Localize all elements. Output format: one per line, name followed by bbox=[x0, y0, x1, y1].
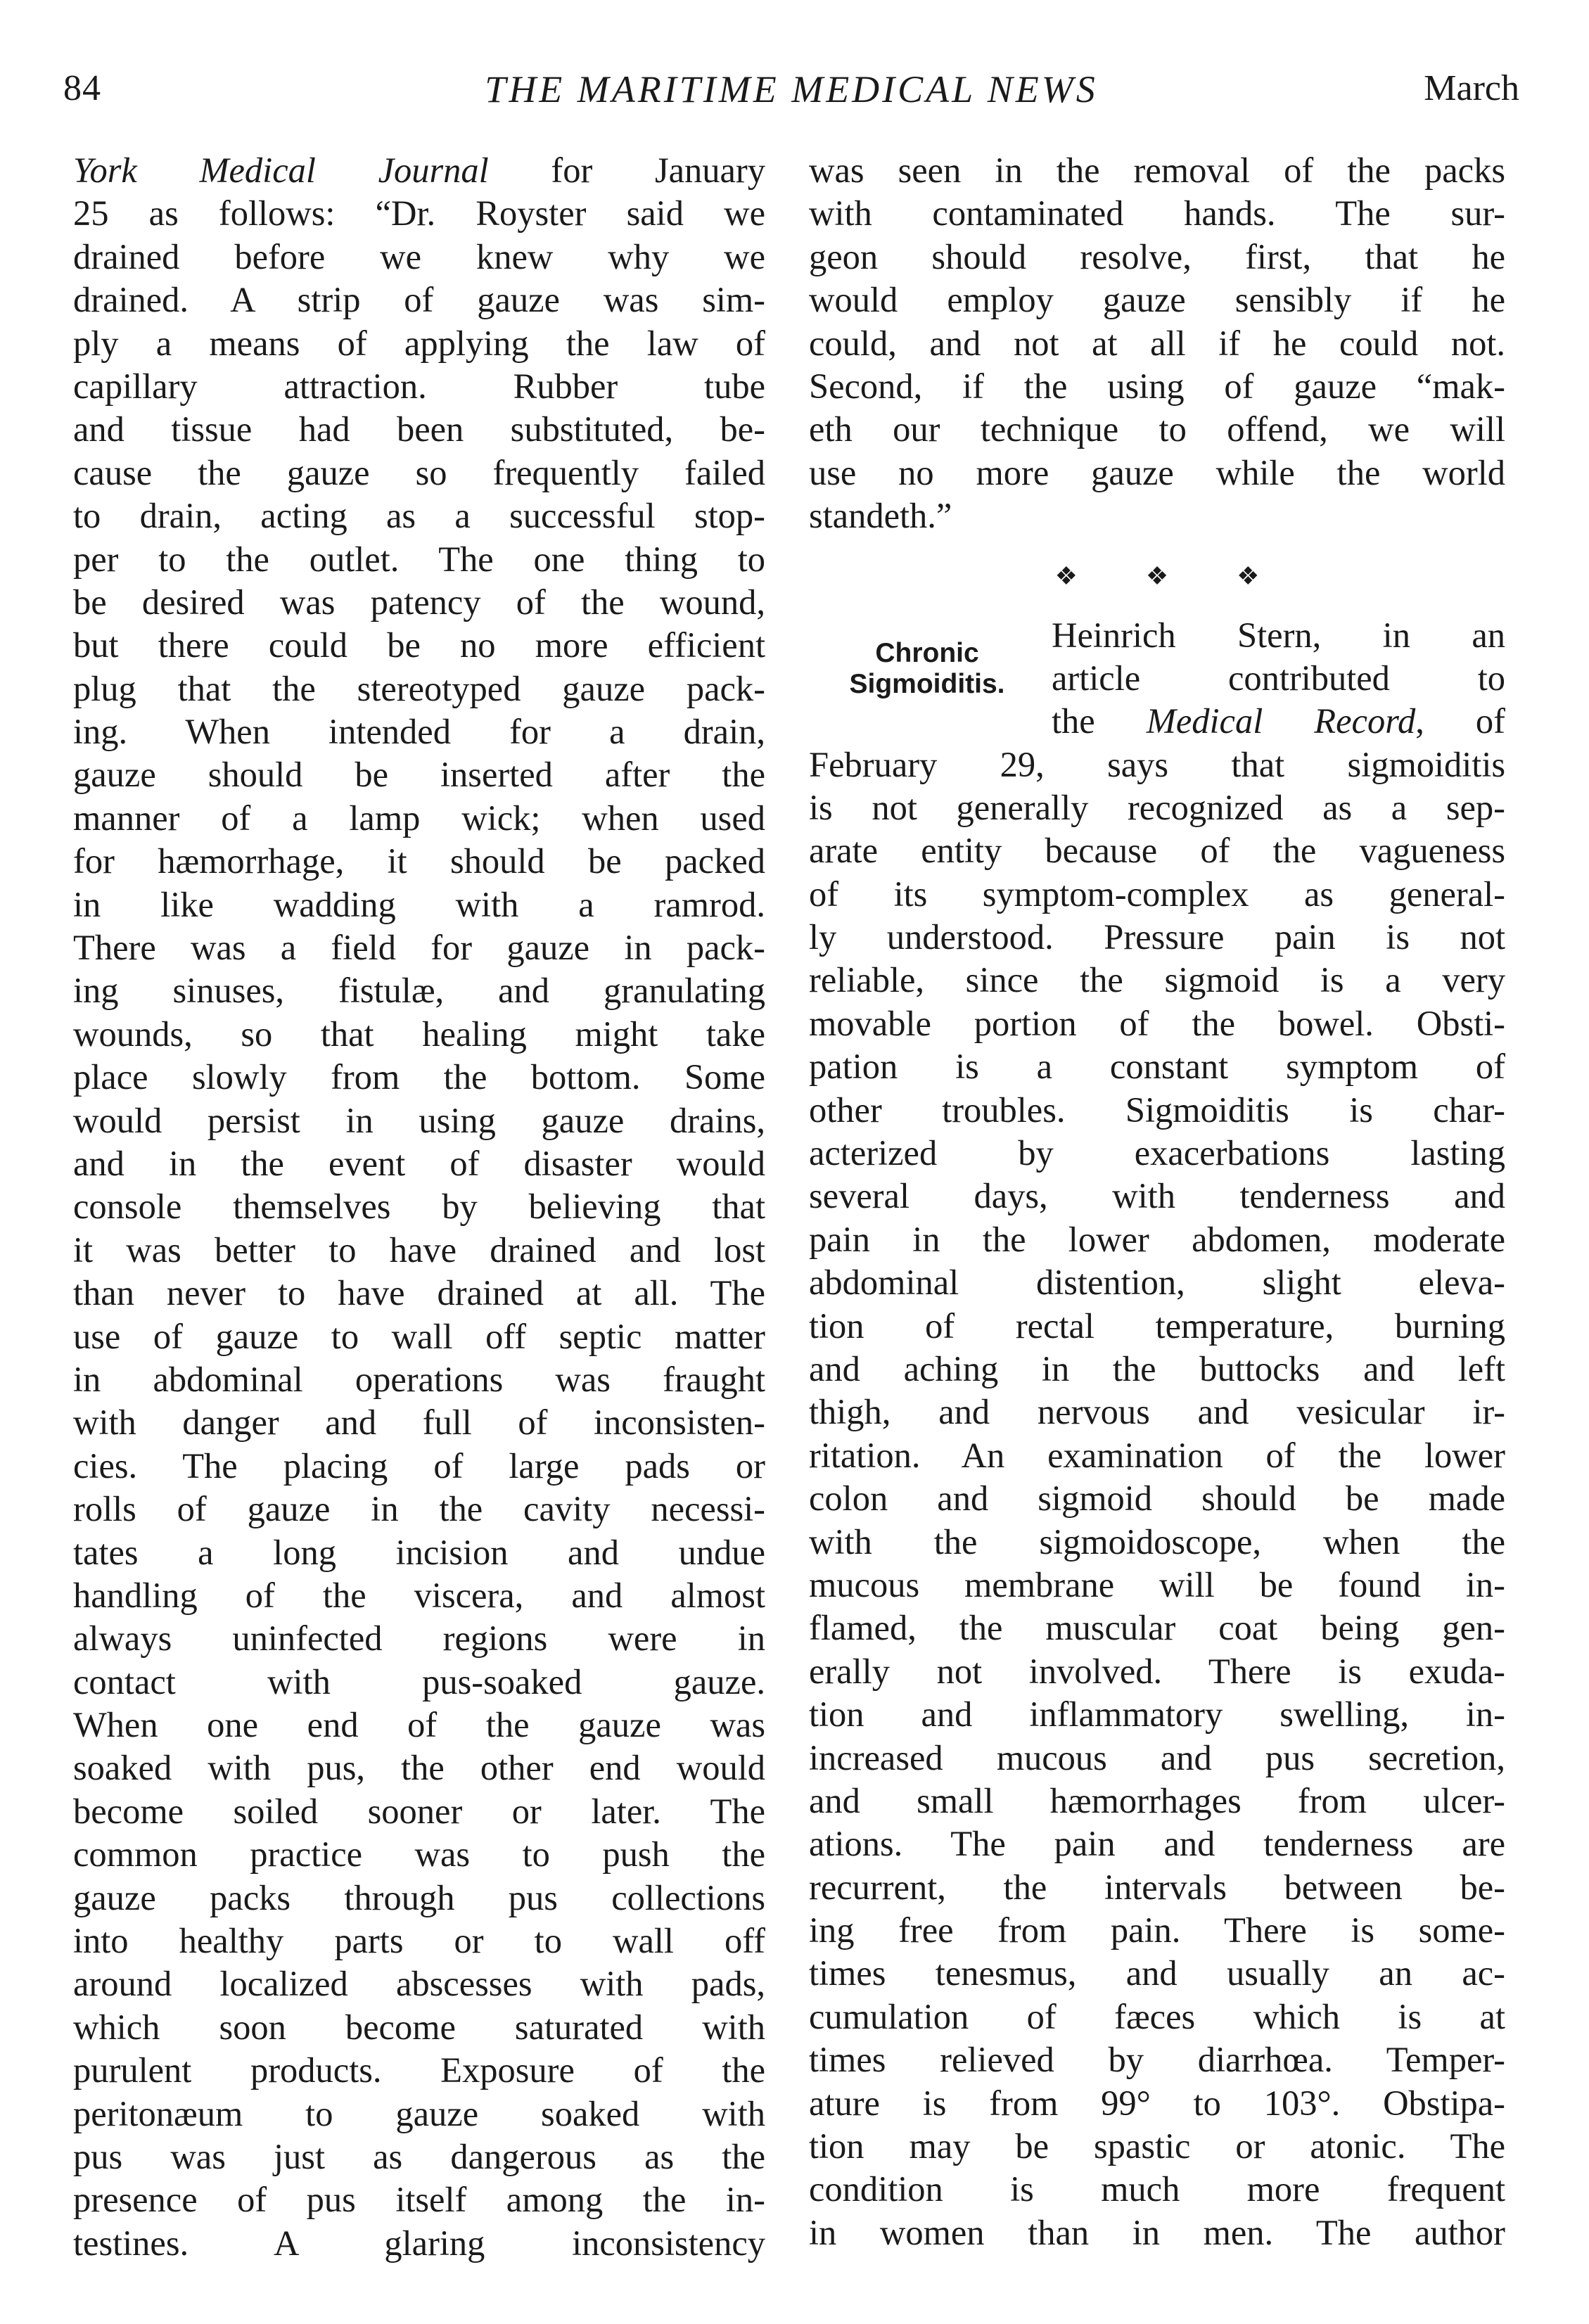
text-line: increased mucous and pus secretion, bbox=[809, 1737, 1505, 1777]
text-line: There was a field for gauze in pack- bbox=[73, 928, 765, 968]
text-line: which soon become saturated with bbox=[73, 2007, 765, 2047]
left-column bbox=[73, 149, 765, 2265]
text-line: drained. A strip of gauze was sim- bbox=[73, 280, 765, 320]
text-line: place slowly from the bottom. Some bbox=[73, 1057, 765, 1097]
text-line: ature is from 99° to 103°. Obstipa- bbox=[809, 2083, 1505, 2123]
text-fragment: , of bbox=[1415, 701, 1505, 741]
text-line: ations. The pain and tenderness are bbox=[809, 1824, 1505, 1864]
text-line: reliable, since the sigmoid is a very bbox=[809, 960, 1505, 1000]
text-line: use of gauze to wall off septic matter bbox=[73, 1316, 765, 1356]
text-line: gauze packs through pus collections bbox=[73, 1877, 765, 1917]
text-line: mucous membrane will be found in- bbox=[809, 1564, 1505, 1604]
text-line: gauze should be inserted after the bbox=[73, 755, 765, 795]
text-line: condition is much more frequent bbox=[809, 2169, 1505, 2209]
text-line: several days, with tenderness and bbox=[809, 1176, 1505, 1216]
text-line: be desired was patency of the wound, bbox=[73, 582, 765, 622]
text-line: 25 as follows: “Dr. Royster said we bbox=[73, 193, 765, 234]
text-line: in women than in men. The author bbox=[809, 2212, 1505, 2252]
text-line: rolls of gauze in the cavity necessi- bbox=[73, 1489, 765, 1529]
text-line: is not generally recognized as a sep- bbox=[809, 787, 1505, 827]
issue-month: March bbox=[1424, 68, 1519, 108]
text-line: testines. A glaring inconsistency bbox=[73, 2223, 765, 2263]
text-fragment: for January bbox=[488, 151, 765, 190]
text-line: with the sigmoidoscope, when the bbox=[809, 1521, 1505, 1562]
text-line bbox=[1052, 700, 1505, 743]
text-line: thigh, and nervous and vesicular ir- bbox=[809, 1392, 1505, 1432]
text-line: times relieved by diarrhœa. Temper- bbox=[809, 2040, 1505, 2080]
text-line: movable portion of the bowel. Obsti- bbox=[809, 1003, 1505, 1043]
journal-name-italic: Medical Record bbox=[1146, 701, 1416, 741]
text-line: peritonæum to gauze soaked with bbox=[73, 2093, 765, 2133]
text-line: ing free from pain. There is some- bbox=[809, 1910, 1505, 1950]
text-line: would employ gauze sensibly if he bbox=[809, 280, 1505, 320]
text-line: soaked with pus, the other end would bbox=[73, 1748, 765, 1788]
text-line: always uninfected regions were in bbox=[73, 1618, 765, 1659]
text-line: wounds, so that healing might take bbox=[73, 1014, 765, 1054]
text-line: purulent products. Exposure of the bbox=[73, 2050, 765, 2090]
text-line: February 29, says that sigmoiditis bbox=[809, 744, 1505, 784]
text-line: acterized by exacerbations lasting bbox=[809, 1133, 1505, 1173]
text-line: standeth.” bbox=[809, 496, 952, 536]
text-line: ing sinuses, fistulæ, and granulating bbox=[73, 971, 765, 1011]
text-line: with contaminated hands. The sur- bbox=[809, 193, 1505, 234]
page-header bbox=[63, 68, 1519, 124]
text-line bbox=[73, 149, 765, 192]
text-line: into healthy parts or to wall off bbox=[73, 1921, 765, 1961]
text-line: flamed, the muscular coat being gen- bbox=[809, 1608, 1505, 1648]
text-line: ly understood. Pressure pain is not bbox=[809, 917, 1505, 957]
text-line: ritation. An examination of the lower bbox=[809, 1435, 1505, 1475]
article-opening bbox=[809, 614, 1505, 743]
text-line: with danger and full of inconsisten- bbox=[73, 1403, 765, 1443]
text-line: ing. When intended for a drain, bbox=[73, 712, 765, 752]
text-line: tion may be spastic or atonic. The bbox=[809, 2126, 1505, 2166]
text-line: pain in the lower abdomen, moderate bbox=[809, 1219, 1505, 1259]
text-line: cumulation of fæces which is at bbox=[809, 1996, 1505, 2036]
text-line: manner of a lamp wick; when used bbox=[73, 798, 765, 838]
text-line: tates a long incision and undue bbox=[73, 1532, 765, 1572]
page-number: 84 bbox=[63, 68, 101, 108]
text-fragment: the bbox=[1052, 701, 1147, 741]
text-line: was seen in the removal of the packs bbox=[809, 151, 1505, 190]
text-line: cies. The placing of large pads or bbox=[73, 1445, 765, 1486]
text-line: erally not involved. There is exuda- bbox=[809, 1651, 1505, 1691]
indented-opening-lines bbox=[1052, 614, 1505, 743]
text-line: but there could be no more efficient bbox=[73, 625, 765, 665]
text-line: around localized abscesses with pads, bbox=[73, 1964, 765, 2004]
text-line: other troubles. Sigmoiditis is char- bbox=[809, 1090, 1505, 1130]
text-line: contact with pus-soaked gauze. bbox=[73, 1661, 765, 1702]
text-line: drained before we knew why we bbox=[73, 236, 765, 276]
text-line: Heinrich Stern, in an bbox=[1052, 615, 1505, 655]
text-line: console themselves by believing that bbox=[73, 1187, 765, 1227]
text-line: could, and not at all if he could not. bbox=[809, 323, 1505, 363]
running-title: THE MARITIME MEDICAL NEWS bbox=[485, 68, 1098, 110]
side-heading-line: Chronic bbox=[875, 637, 979, 668]
text-line: pus was just as dangerous as the bbox=[73, 2136, 765, 2176]
text-line: handling of the viscera, and almost bbox=[73, 1575, 765, 1615]
text-line: tion of rectal temperature, burning bbox=[809, 1305, 1505, 1346]
text-line: would persist in using gauze drains, bbox=[73, 1100, 765, 1140]
text-line: times tenesmus, and usually an ac- bbox=[809, 1953, 1505, 1993]
side-heading bbox=[822, 638, 1033, 700]
text-line: cause the gauze so frequently failed bbox=[73, 452, 765, 492]
text-line: When one end of the gauze was bbox=[73, 1705, 765, 1745]
text-line: use no more gauze while the world bbox=[809, 452, 1505, 492]
text-line: it was better to have drained and lost bbox=[73, 1230, 765, 1270]
text-line: geon should resolve, first, that he bbox=[809, 236, 1505, 276]
text-line: pation is a constant symptom of bbox=[809, 1047, 1505, 1087]
text-line: become soiled sooner or later. The bbox=[73, 1791, 765, 1831]
journal-name-italic: York Medical Journal bbox=[73, 151, 489, 190]
side-heading-line: Sigmoiditis. bbox=[849, 668, 1005, 699]
text-line: in like wadding with a ramrod. bbox=[73, 884, 765, 924]
text-line: and in the event of disaster would bbox=[73, 1143, 765, 1183]
text-line: and tissue had been substituted, be- bbox=[73, 409, 765, 449]
text-line: ply a means of applying the law of bbox=[73, 323, 765, 363]
text-line: to drain, acting as a successful stop- bbox=[73, 496, 765, 536]
section-ornament: ❖ ❖ ❖ bbox=[1054, 561, 1291, 590]
text-line: colon and sigmoid should be made bbox=[809, 1479, 1505, 1519]
right-column bbox=[809, 149, 1505, 2254]
text-line: plug that the stereotyped gauze pack- bbox=[73, 668, 765, 708]
text-line: tion and inflammatory swelling, in- bbox=[809, 1694, 1505, 1735]
text-line: presence of pus itself among the in- bbox=[73, 2180, 765, 2220]
text-line: and aching in the buttocks and left bbox=[809, 1348, 1505, 1388]
text-line: for hæmorrhage, it should be packed bbox=[73, 841, 765, 881]
text-line: in abdominal operations was fraught bbox=[73, 1359, 765, 1399]
text-line: abdominal distention, slight eleva- bbox=[809, 1263, 1505, 1303]
text-line: and small hæmorrhages from ulcer- bbox=[809, 1780, 1505, 1820]
text-line: capillary attraction. Rubber tube bbox=[73, 366, 765, 406]
text-line: per to the outlet. The one thing to bbox=[73, 539, 765, 579]
text-line: arate entity because of the vagueness bbox=[809, 831, 1505, 871]
text-line: article contributed to bbox=[1052, 658, 1505, 698]
text-line: recurrent, the intervals between be- bbox=[809, 1867, 1505, 1907]
text-line: eth our technique to offend, we will bbox=[809, 409, 1505, 449]
text-line: than never to have drained at all. The bbox=[73, 1273, 765, 1313]
text-line: of its symptom-complex as general- bbox=[809, 874, 1505, 914]
text-line: common practice was to push the bbox=[73, 1834, 765, 1875]
text-line: Second, if the using of gauze “mak- bbox=[809, 366, 1505, 406]
